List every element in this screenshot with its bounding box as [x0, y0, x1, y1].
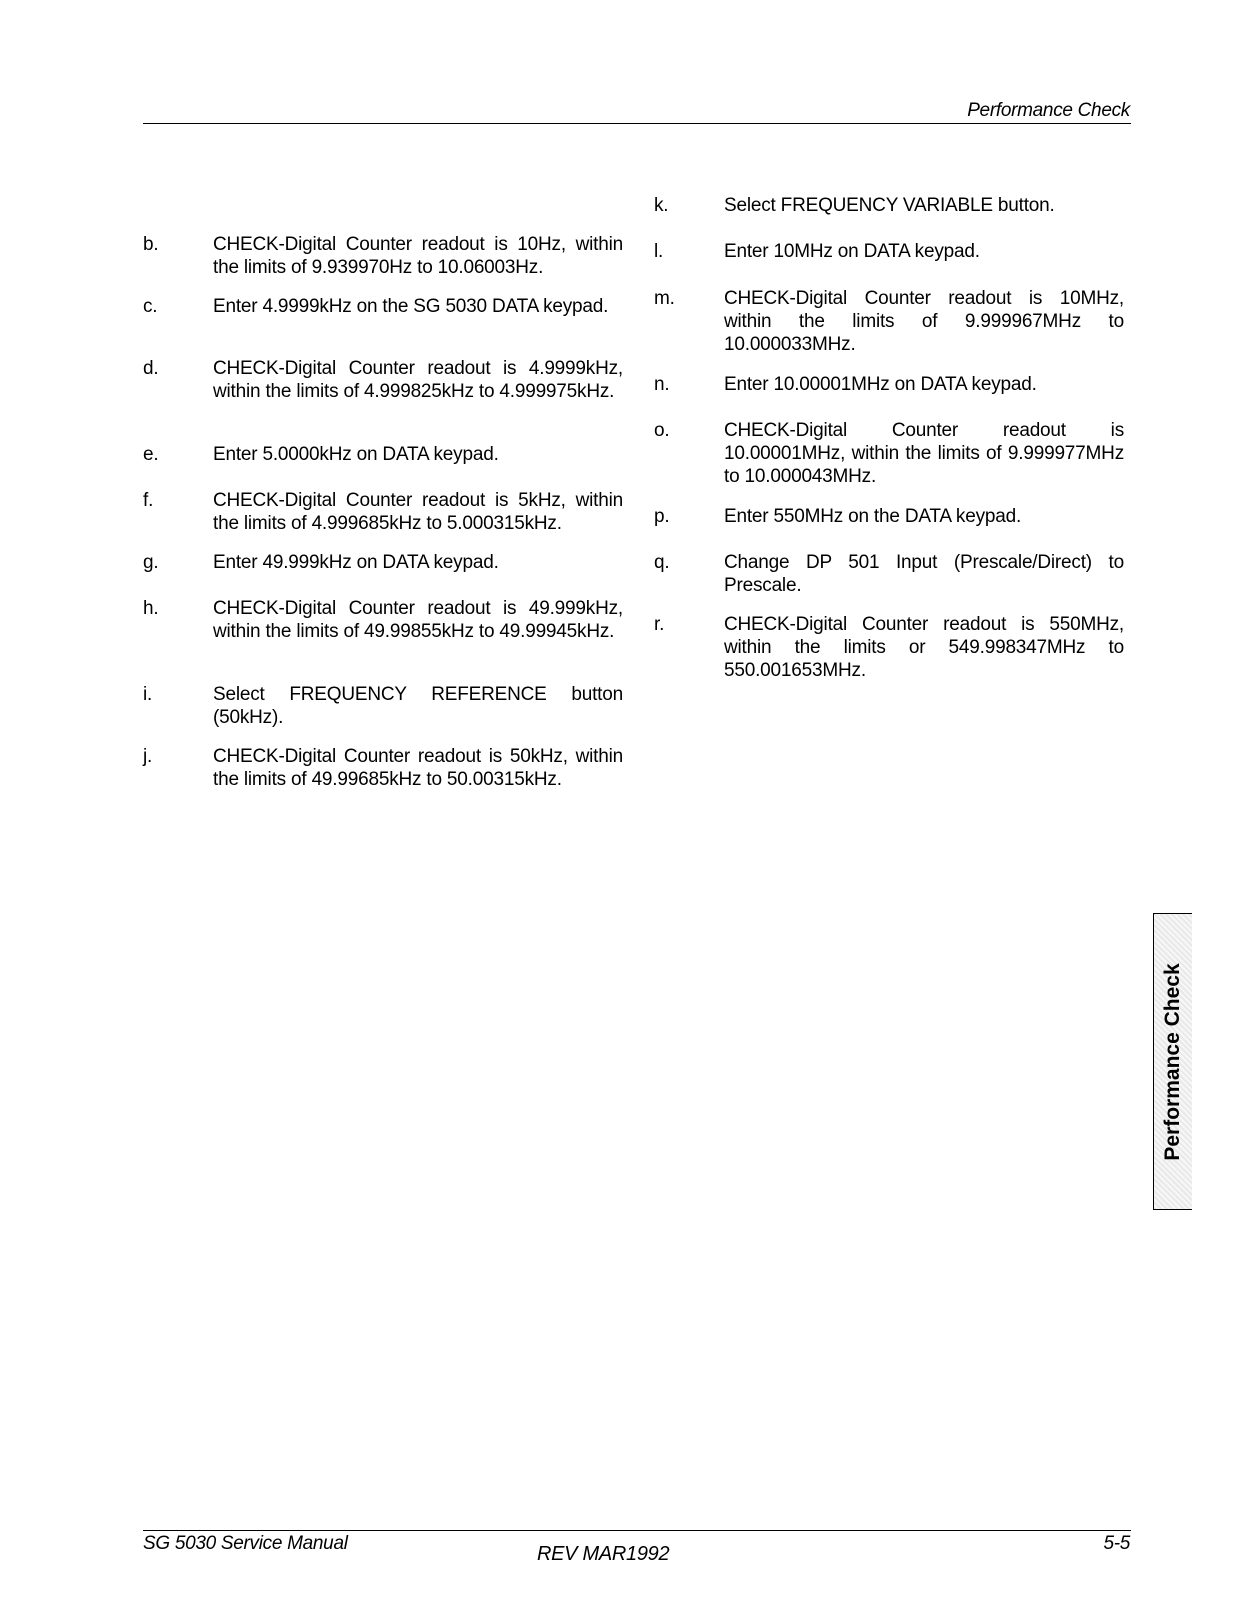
step-text: CHECK-Digital Counter readout is 10MHz, within the limits of 9.999967MHz to 10.000033MHz. [724, 288, 1124, 355]
step-letter: l. [654, 241, 664, 262]
step-letter: n. [654, 374, 670, 395]
step-letter: c. [143, 296, 158, 317]
step-text: Select FREQUENCY VARIABLE button. [724, 195, 1055, 216]
footer-revision: REV MAR1992 [537, 1543, 670, 1565]
step-text: CHECK-Digital Counter readout is 50kHz, within the limits of 49.99685kHz to 50.00315kHz. [213, 746, 623, 790]
step-letter: j. [143, 746, 153, 767]
step-text: CHECK-Digital Counter readout is 4.9999kHz, within the limits of 4.999825kHz to 4.999975kHz. [213, 358, 623, 402]
footer-rule [143, 1530, 1131, 1531]
step-letter: r. [654, 614, 665, 635]
step-text: Change DP 501 Input (Prescale/Direct) to Prescale. [724, 552, 1124, 596]
step-letter: k. [654, 195, 669, 216]
step-letter: p. [654, 506, 670, 527]
step-letter: q. [654, 552, 670, 573]
step-letter: b. [143, 234, 159, 255]
step-text: CHECK-Digital Counter readout is 5kHz, within the limits of 4.999685kHz to 5.000315kHz. [213, 490, 623, 534]
step-text: Enter 550MHz on the DATA keypad. [724, 506, 1022, 527]
step-letter: f. [143, 490, 154, 511]
step-text: Enter 5.0000kHz on DATA keypad. [213, 444, 499, 465]
step-text: CHECK-Digital Counter readout is 10Hz, within the limits of 9.939970Hz to 10.06003Hz. [213, 234, 623, 278]
step-text: CHECK-Digital Counter readout is 550MHz, within the limits or 549.998347MHz to 550.001653MHz. [724, 614, 1124, 681]
step-text: CHECK-Digital Counter readout is 10.00001MHz, within the limits of 9.999977MHz to 10.000043MHz. [724, 420, 1124, 487]
step-text: Enter 49.999kHz on DATA keypad. [213, 552, 499, 573]
header-rule [143, 123, 1131, 124]
footer-manual-title: SG 5030 Service Manual [143, 1533, 348, 1554]
running-header: Performance Check [967, 100, 1130, 121]
step-letter: h. [143, 598, 159, 619]
side-tab-label: Performance Check [1161, 962, 1184, 1161]
step-letter: g. [143, 552, 159, 573]
section-side-tab [1153, 913, 1192, 1210]
step-text: Select FREQUENCY REFERENCE button (50kHz). [213, 684, 623, 728]
step-letter: o. [654, 420, 670, 441]
step-text: Enter 10MHz on DATA keypad. [724, 241, 980, 262]
step-letter: m. [654, 288, 675, 309]
step-letter: d. [143, 358, 159, 379]
step-letter: i. [143, 684, 153, 705]
step-text: CHECK-Digital Counter readout is 49.999kHz, within the limits of 49.99855kHz to 49.99945kHz. [213, 598, 623, 642]
step-text: Enter 10.00001MHz on DATA keypad. [724, 374, 1037, 395]
page-number: 5-5 [1103, 1533, 1130, 1554]
step-text: Enter 4.9999kHz on the SG 5030 DATA keypad. [213, 296, 609, 317]
step-letter: e. [143, 444, 159, 465]
